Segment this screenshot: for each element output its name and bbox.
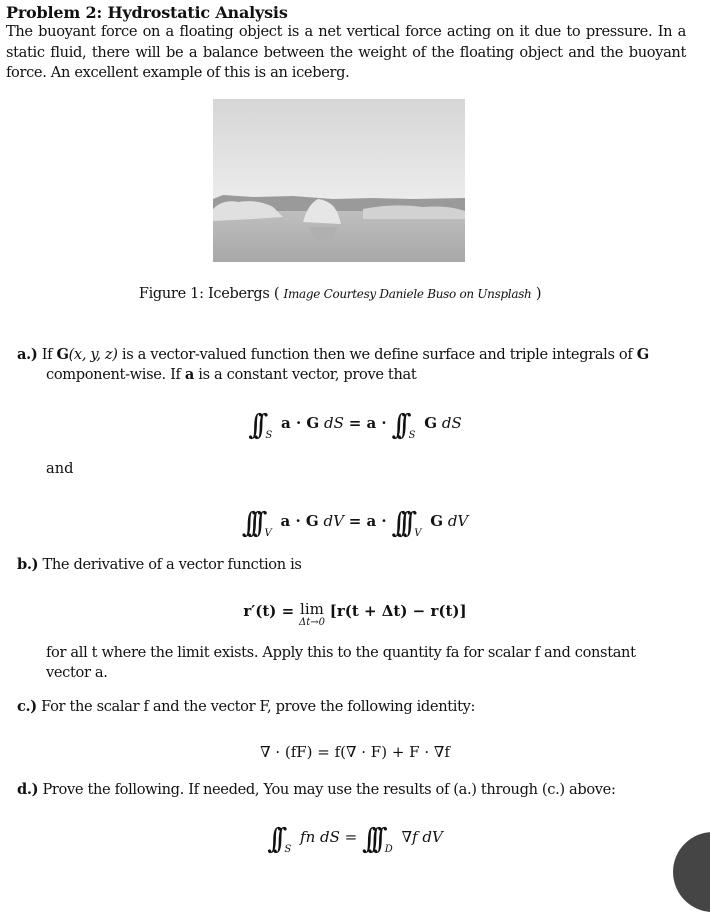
eq2-lhs: a · G [280, 512, 319, 530]
part-a-G2: G [636, 346, 649, 363]
integral-subscript-s-d: S [284, 844, 292, 855]
iceberg-photo [213, 99, 465, 262]
part-b-text [17, 555, 677, 576]
part-c-intro: For the scalar f and the vector F, prove the following identity: [41, 698, 476, 715]
double-integral-symbol-rhs: ∫∫ [391, 408, 403, 441]
figure-label: Figure 1: Icebergs ( [138, 286, 280, 302]
integral-subscript-v-rhs: V [414, 528, 422, 539]
integral-subscript-v: V [264, 528, 272, 539]
part-a-text2: is a vector-valued function then we define surface and triple integrals of [121, 346, 633, 363]
problem-title: Problem 2: Hydrostatic Analysis [6, 3, 288, 22]
double-integral-symbol: ∫∫ [248, 408, 260, 441]
gradient-theorem-lhs: fn dS = [300, 828, 358, 846]
part-d-intro: Prove the following. If needed, You may use the results of (a.) through (c.) above: [42, 781, 616, 798]
integral-subscript-s: S [265, 430, 273, 441]
part-a-line2b: is a constant vector, prove that [198, 366, 417, 383]
eq2-dv-rhs: dV [447, 512, 469, 530]
part-b-after-line1: for all t where the limit exists. Apply this to the quantity fa for scalar f and constant [46, 644, 636, 661]
equation-gradient-theorem [0, 822, 710, 855]
equation-product-rule: ∇ · (fF) = f(∇ · F) + F · ∇f [260, 743, 450, 761]
figure-credit: Image Courtesy Daniele Buso on Unsplash [283, 287, 532, 301]
triple-integral-symbol-rhs: ∫∫∫ [391, 506, 409, 539]
figure-close: ) [535, 286, 542, 302]
eq1-rhs: G [424, 414, 438, 432]
derivative-lhs: r′(t) = [243, 602, 295, 620]
equation-derivative [0, 602, 710, 630]
part-b-label: b.) [17, 556, 39, 573]
iceberg-figure-image [213, 99, 465, 262]
part-d-text [17, 780, 677, 801]
lim-text: lim [300, 600, 324, 618]
part-a-text1: If [41, 346, 53, 363]
part-a-args: (x, y, z) [68, 346, 118, 363]
part-a-label: a.) [17, 346, 38, 363]
double-integral-symbol-d: ∫∫ [267, 822, 279, 855]
gradient-theorem-rhs: ∇f dV [401, 828, 443, 846]
eq1-ds: dS [324, 414, 344, 432]
part-a-text [17, 345, 677, 366]
triple-integral-symbol: ∫∫∫ [241, 506, 259, 539]
part-b-intro: The derivative of a vector function is [42, 556, 302, 573]
part-a-G: G [56, 346, 69, 363]
part-a-line2a: component-wise. If [46, 366, 181, 383]
integral-subscript-s-rhs: S [408, 430, 416, 441]
integral-subscript-d: D [384, 844, 393, 855]
lim-under: Δt→0 [298, 617, 325, 628]
eq1-equals: = a · [348, 414, 387, 432]
figure-caption [0, 286, 680, 302]
equation-surface-integral [0, 408, 710, 441]
part-c-text [17, 697, 677, 718]
triple-integral-symbol-d: ∫∫∫ [362, 822, 379, 855]
equation-volume-integral [0, 506, 710, 539]
eq2-dv: dV [323, 512, 344, 530]
eq1-lhs: a · G [281, 414, 320, 432]
part-c-label: c.) [17, 698, 37, 715]
part-a-line2 [46, 365, 676, 386]
derivative-rhs: [r(t + Δt) − r(t)] [329, 602, 467, 620]
part-a-vector-a: a [184, 366, 194, 383]
eq1-ds-rhs: dS [441, 414, 462, 432]
eq2-rhs: G [430, 512, 444, 530]
eq2-equals: = a · [348, 512, 387, 530]
intro-paragraph: The buoyant force on a floating object is a net vertical force acting on it due to pressure. In a static fluid, there will be a balance between the weight of the floating object and the buoyant force. An excellent example of this is an iceberg. [6, 23, 686, 81]
part-b-after-line2: vector a. [46, 664, 108, 681]
and-text: and [46, 460, 74, 477]
limit [299, 602, 325, 630]
part-d-label: d.) [17, 781, 39, 798]
